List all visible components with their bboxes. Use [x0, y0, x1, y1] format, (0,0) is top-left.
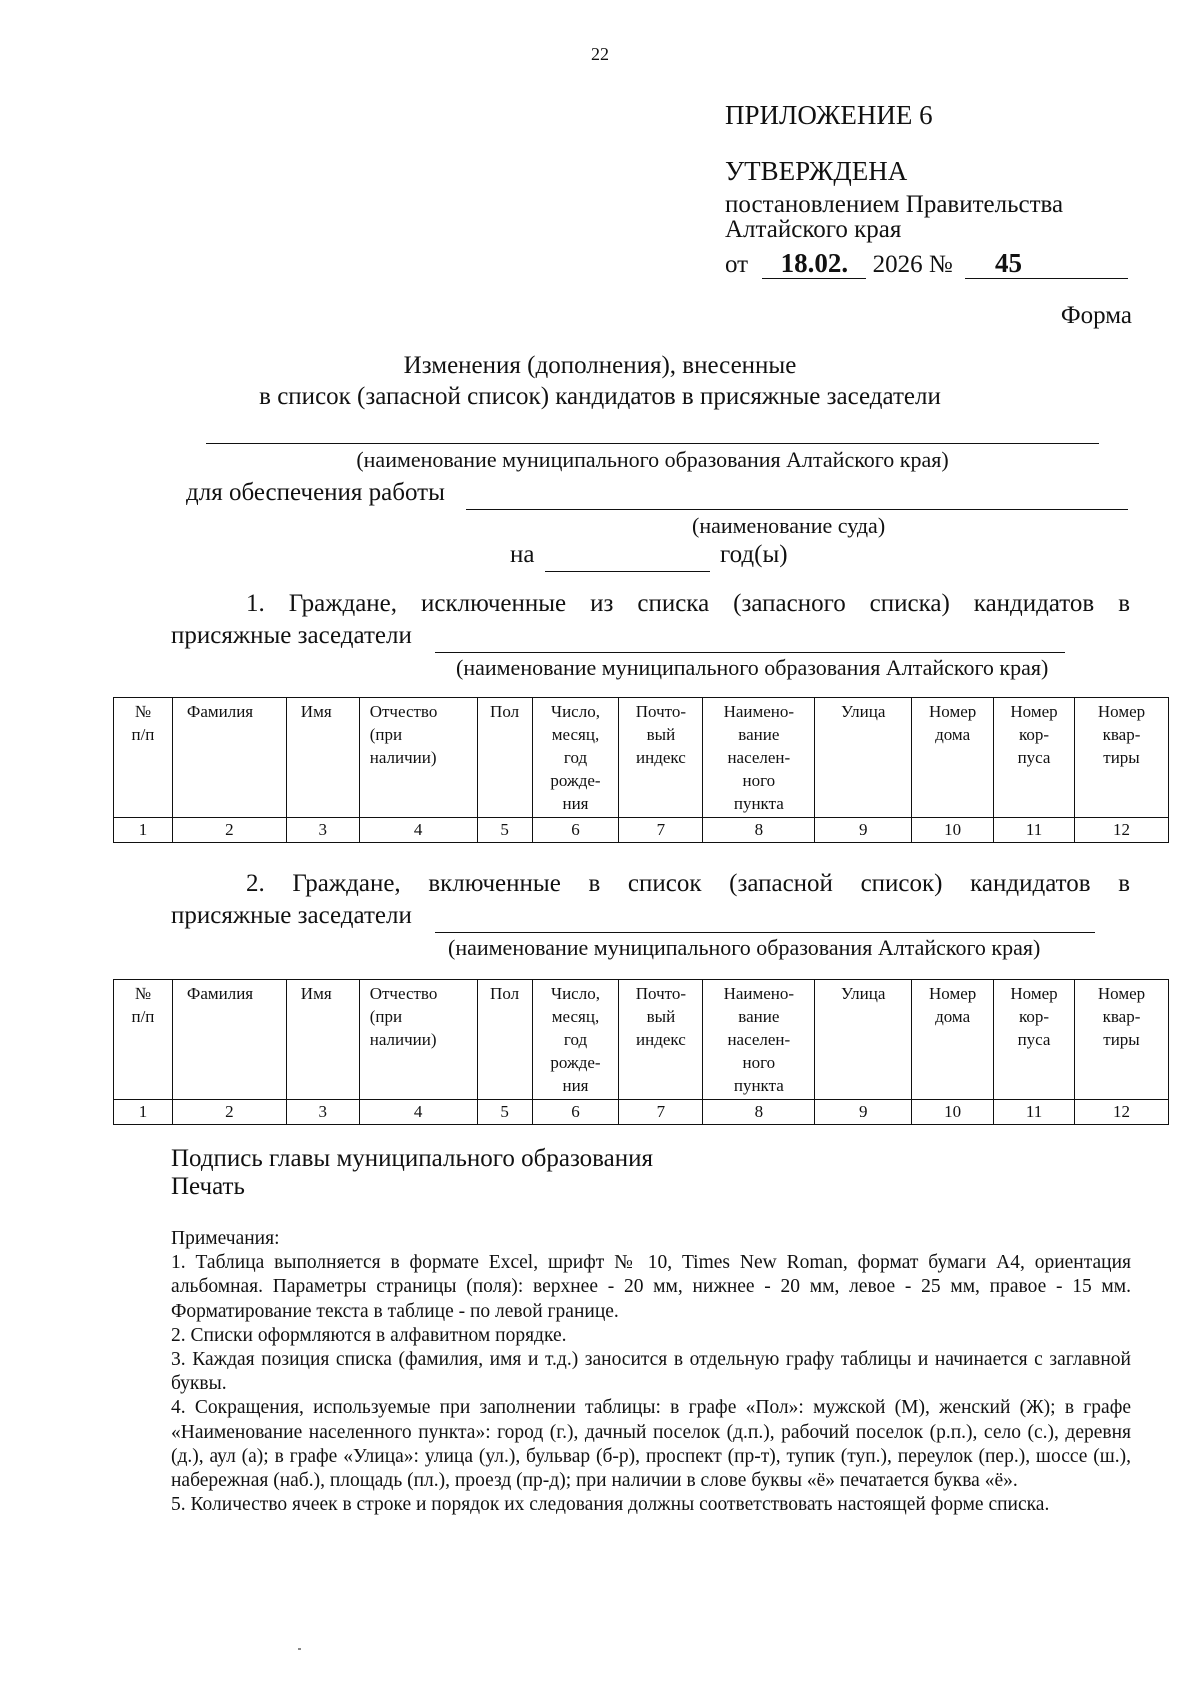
scan-speck [298, 1648, 301, 1650]
decree-line-1: постановлением Правительства [725, 191, 1064, 218]
table-number-row [114, 818, 1169, 843]
number-cell: 10 [912, 1100, 994, 1125]
decree-number: 45 [965, 248, 1128, 279]
number-cell: 3 [286, 1100, 359, 1125]
number-sign: № [928, 251, 953, 278]
note-item: 2. Списки оформляются в алфавитном порядке. [171, 1324, 567, 1346]
section-2-heading-line-2: присяжные заседатели [171, 902, 412, 929]
excluded-citizens-table [113, 697, 1169, 843]
municipality-blank-line [206, 443, 1099, 444]
number-cell: 12 [1075, 1100, 1169, 1125]
table-header-row [114, 698, 1169, 818]
decree-date-line [725, 248, 1128, 279]
number-cell: 4 [359, 818, 477, 843]
section-2-caption: (наименование муниципального образования Алтайского края) [448, 935, 1041, 960]
note-item: 5. Количество ячеек в строке и порядок их следования должны соответствовать настоящей форме списка. [171, 1494, 1050, 1516]
year-blank-line [545, 571, 710, 572]
number-cell: 7 [619, 818, 703, 843]
header-cell: Номер квар- тиры [1075, 980, 1169, 1100]
approved-label: УТВЕРЖДЕНА [725, 156, 908, 186]
header-cell: Номер дома [912, 698, 994, 818]
number-cell: 7 [619, 1100, 703, 1125]
note-item: 1. Таблица выполняется в формате Excel, шрифт № 10, Times New Roman, формат бумаги А4, ориентация альбомная. Параметры страницы (поля): верхнее - 20 мм, нижнее - 20 мм, левое - 25 мм, правое - 15 мм. Форматирование текста в таблице - по левой границе. [171, 1252, 1131, 1322]
number-cell: 4 [359, 1100, 477, 1125]
header-cell: Улица [815, 698, 912, 818]
number-cell: 9 [815, 1100, 912, 1125]
signature-label: Подпись главы муниципального образования [171, 1145, 654, 1172]
number-cell: 11 [994, 1100, 1075, 1125]
on-label: на [510, 541, 535, 568]
number-cell: 10 [912, 818, 994, 843]
header-cell: Число, месяц, год рожде- ния [532, 698, 619, 818]
header-cell: Пол [477, 698, 532, 818]
header-cell: Номер кор- пуса [994, 980, 1075, 1100]
header-cell: Имя [286, 698, 359, 818]
appendix-heading: ПРИЛОЖЕНИЕ 6 [725, 100, 933, 130]
number-cell: 8 [703, 1100, 815, 1125]
header-cell: Почто- вый индекс [619, 980, 703, 1100]
number-cell: 12 [1075, 818, 1169, 843]
section-1-heading-line-1: 1. Граждане, исключенные из списка (запасного списка) кандидатов в [246, 590, 1130, 617]
header-cell: № п/п [114, 980, 173, 1100]
header-cell: Номер кор- пуса [994, 698, 1075, 818]
number-cell: 2 [172, 818, 286, 843]
section-2-heading-line-1: 2. Граждане, включенные в список (запасной список) кандидатов в [246, 870, 1130, 897]
section-2-blank-line [435, 932, 1095, 933]
page-number: 22 [591, 44, 609, 64]
number-cell: 2 [172, 1100, 286, 1125]
header-cell: Улица [815, 980, 912, 1100]
section-1-blank-line [435, 652, 1065, 653]
document-title-line-1: Изменения (дополнения), внесенные [403, 352, 797, 379]
header-cell: Число, месяц, год рожде- ния [532, 980, 619, 1100]
number-cell: 11 [994, 818, 1075, 843]
number-cell: 1 [114, 818, 173, 843]
number-cell: 3 [286, 818, 359, 843]
form-label: Форма [1060, 302, 1132, 329]
header-cell: Почто- вый индекс [619, 698, 703, 818]
header-cell: Отчество (при наличии) [359, 980, 477, 1100]
for-work-label: для обеспечения работы [186, 479, 445, 506]
decree-line-2: Алтайского края [725, 216, 902, 243]
number-cell: 6 [532, 1100, 619, 1125]
date-prefix: от [725, 251, 749, 278]
number-cell: 8 [703, 818, 815, 843]
table-header-row [114, 980, 1169, 1100]
court-blank-line [466, 509, 1128, 510]
header-cell: Отчество (при наличии) [359, 698, 477, 818]
header-cell: Фамилия [172, 980, 286, 1100]
number-cell: 9 [815, 818, 912, 843]
decree-year: 2026 [872, 251, 923, 278]
decree-date: 18.02. [762, 248, 866, 279]
table-number-row [114, 1100, 1169, 1125]
court-caption: (наименование суда) [692, 513, 886, 538]
included-citizens-table [113, 979, 1169, 1125]
notes-block [171, 1227, 1131, 1517]
number-cell: 5 [477, 818, 532, 843]
header-cell: Номер дома [912, 980, 994, 1100]
header-cell: Имя [286, 980, 359, 1100]
note-item: 3. Каждая позиция списка (фамилия, имя и т.д.) заносится в отдельную графу таблицы и начинается с заглавной буквы. [171, 1349, 1131, 1395]
number-cell: 6 [532, 818, 619, 843]
municipality-caption: (наименование муниципального образования Алтайского края) [356, 447, 949, 472]
header-cell: Номер квар- тиры [1075, 698, 1169, 818]
header-cell: Наимено- вание населен- ного пункта [703, 980, 815, 1100]
note-item: 4. Сокращения, используемые при заполнении таблицы: в графе «Пол»: мужской (М), женский (Ж); в графе «Наименование населенного пункта»: город (г.), дачный поселок (д.п.), рабочий поселок (р.п.), село (с.), деревня (д.), аул (а); в графе «Улица»: улица (ул.), бульвар (б-р), проспект (пр-т), тупик (туп.), переулок (пер.), шоссе (ш.), набережная (наб.), площадь (пл.), проезд (пр-д); при наличии в слове буквы «ё» печатается буква «ё». [171, 1397, 1131, 1492]
section-1-heading-line-2: присяжные заседатели [171, 622, 412, 649]
notes-title: Примечания: [171, 1228, 280, 1249]
header-cell: Пол [477, 980, 532, 1100]
header-cell: Фамилия [172, 698, 286, 818]
years-label: год(ы) [720, 541, 788, 568]
header-cell: № п/п [114, 698, 173, 818]
seal-label: Печать [171, 1173, 245, 1200]
header-cell: Наимено- вание населен- ного пункта [703, 698, 815, 818]
number-cell: 5 [477, 1100, 532, 1125]
number-cell: 1 [114, 1100, 173, 1125]
section-1-caption: (наименование муниципального образования Алтайского края) [456, 655, 1049, 680]
document-title-line-2: в список (запасной список) кандидатов в присяжные заседатели [259, 383, 941, 410]
